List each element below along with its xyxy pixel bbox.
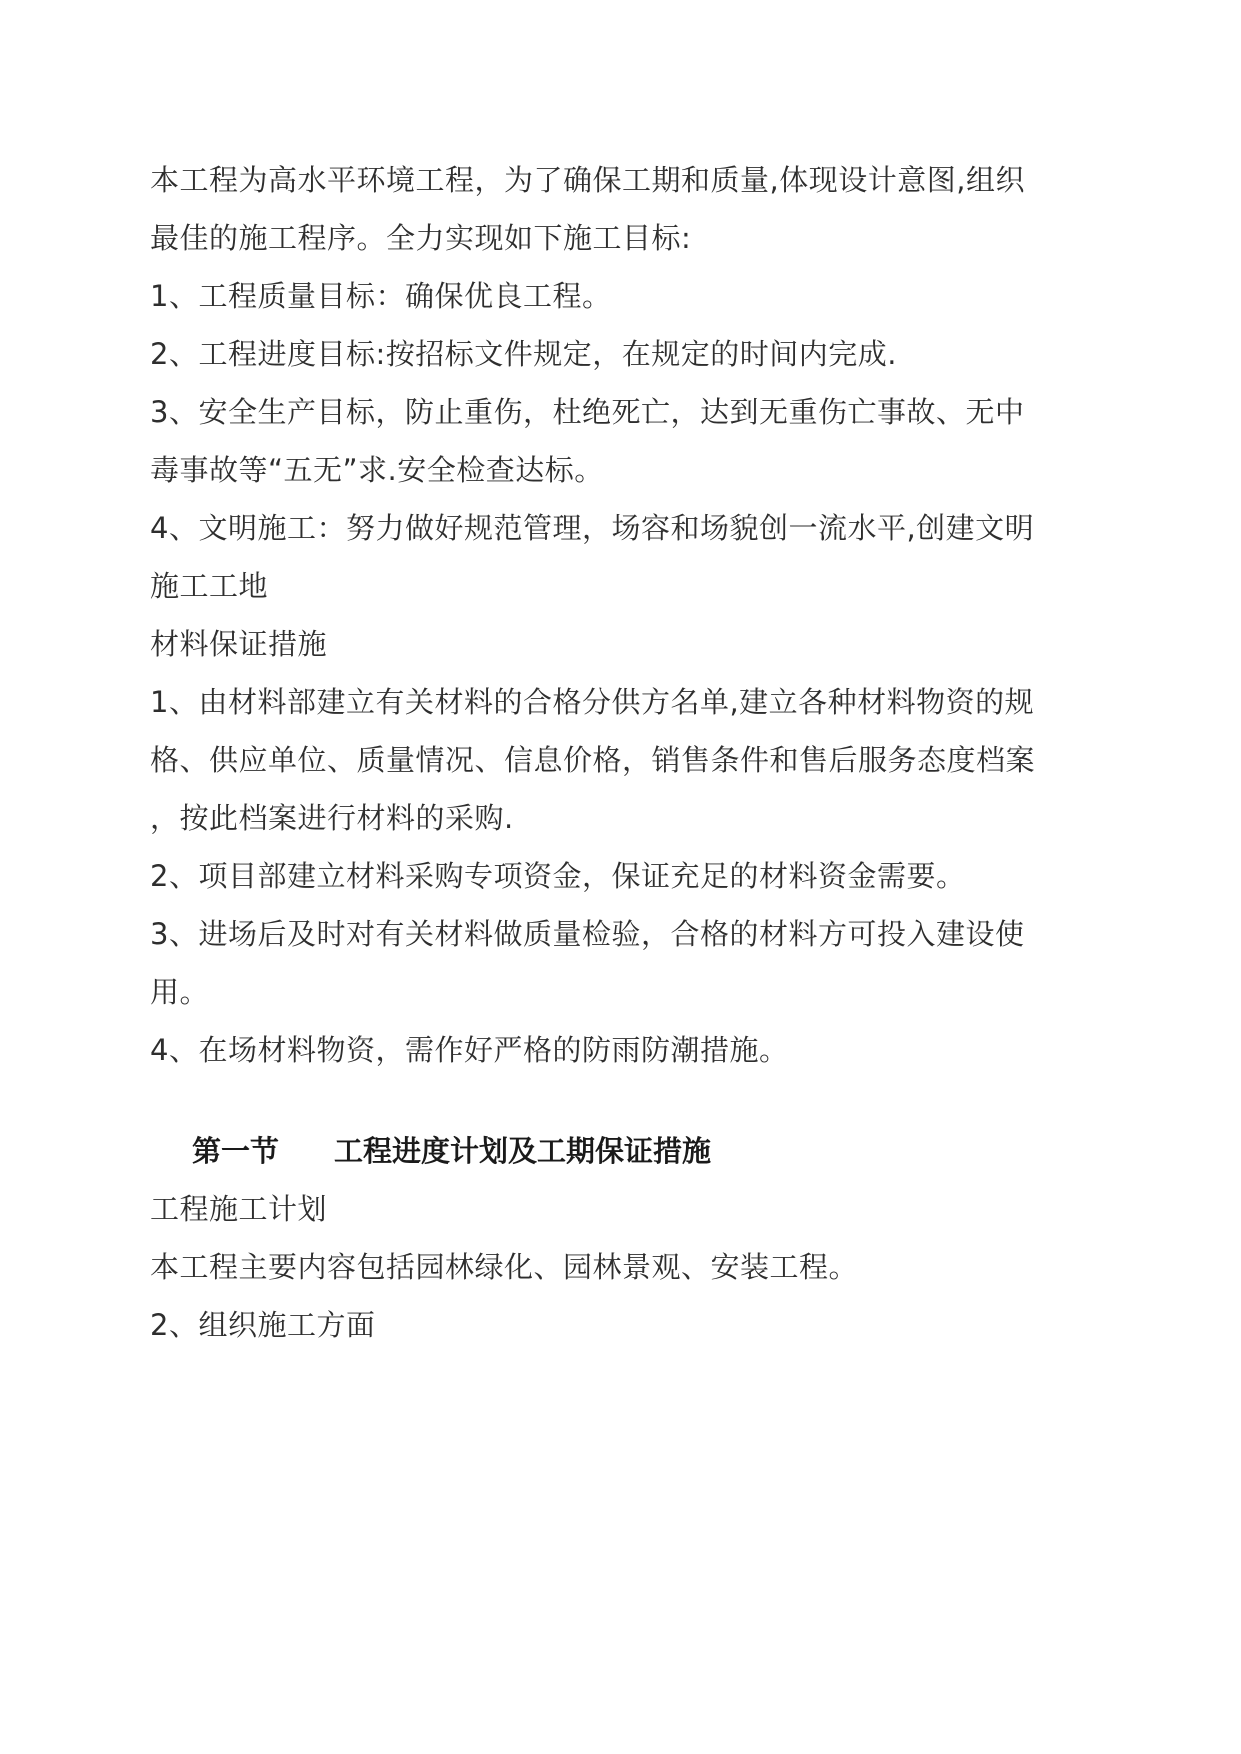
section-number: 第一节 [192,1134,280,1168]
plan-subheading: 工程施工计划 [150,1192,328,1226]
materials-item-1-line-2: 格、供应单位、质量情况、信息价格，销售条件和售后服务态度档案 [150,743,1036,777]
section-title: 工程进度计划及工期保证措施 [334,1134,712,1168]
plan-content: 本工程主要内容包括园林绿化、园林景观、安装工程。 [150,1250,859,1284]
goal-civilized-line-1: 4、文明施工：努力做好规范管理，场容和场貌创一流水平,创建文明 [150,511,1035,545]
goal-safety-line-2: 毒事故等“五无”求.安全检查达标。 [150,453,604,487]
materials-item-2: 2、项目部建立材料采购专项资金，保证充足的材料资金需要。 [150,859,966,893]
goal-civilized-line-2: 施工工地 [150,569,269,603]
section-heading [192,1131,711,1171]
materials-item-1-line-3: ，按此档案进行材料的采购. [150,801,514,835]
materials-item-4: 4、在场材料物资，需作好严格的防雨防潮措施。 [150,1033,789,1067]
plan-item-2: 2、组织施工方面 [150,1308,376,1342]
goal-schedule: 2、工程进度目标:按招标文件规定，在规定的时间内完成. [150,337,897,371]
intro-line-1: 本工程为高水平环境工程，为了确保工期和质量,体现设计意图,组织 [150,163,1025,197]
intro-line-2: 最佳的施工程序。全力实现如下施工目标: [150,221,692,255]
materials-item-3-line-2: 用。 [150,975,210,1009]
materials-subheading: 材料保证措施 [150,627,328,661]
materials-item-1-line-1: 1、由材料部建立有关材料的合格分供方名单,建立各种材料物资的规 [150,685,1035,719]
materials-item-3-line-1: 3、进场后及时对有关材料做质量检验，合格的材料方可投入建设使 [150,917,1025,951]
goal-safety-line-1: 3、安全生产目标，防止重伤，杜绝死亡，达到无重伤亡事故、无中 [150,395,1025,429]
goal-quality: 1、工程质量目标：确保优良工程。 [150,279,612,313]
